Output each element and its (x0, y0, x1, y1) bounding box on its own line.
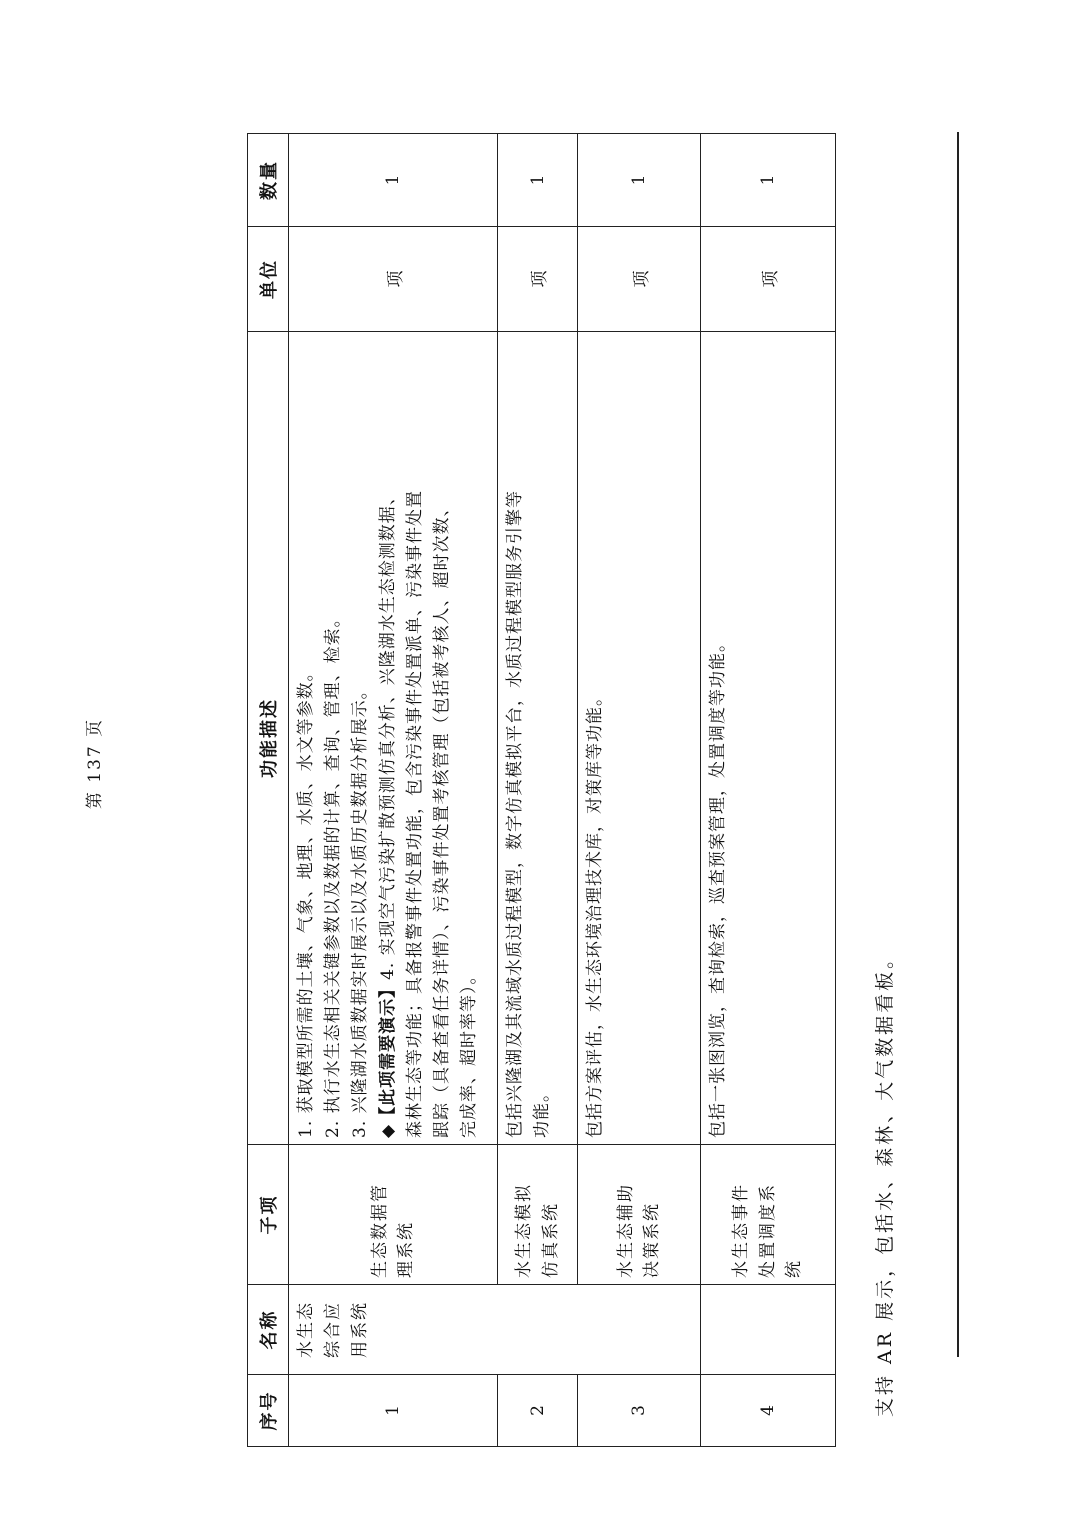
page-number: 第 137 页 (85, 717, 105, 810)
row3-unit: 项 (578, 227, 701, 332)
row2-desc (498, 332, 578, 1145)
desc-line: 功能。 (532, 1084, 553, 1138)
group-name (289, 1285, 701, 1375)
sub-line: 理系统 (396, 1221, 416, 1278)
row4-sub (701, 1145, 836, 1285)
row4-unit: 项 (701, 227, 836, 332)
desc-line: 1. 获取模型所需的土壤、气象、地理、水质、水文等参数。 (296, 663, 316, 1138)
table-row (498, 134, 578, 1447)
group-name-line: 用系统 (350, 1301, 371, 1358)
intro-line: 支持 AR 展示，包括水、森林、大气数据看板。 (874, 946, 896, 1417)
table-row (578, 134, 701, 1447)
desc-line: 森林生态等功能；具备报警事件处置功能，包含污染事件处置派单、污染事件处置 (404, 490, 425, 1138)
desc-line: 完成率、超时率等）。 (459, 966, 480, 1138)
table-header-row (248, 134, 289, 1447)
group-name-line: 综合应 (323, 1301, 344, 1358)
desc-line: 3. 兴隆湖水质数据实时展示以及水质历史数据分析展示。 (350, 681, 371, 1138)
header-func: 功能描述 (248, 332, 289, 1145)
row4-desc (701, 332, 836, 1145)
header-sub: 子项 (248, 1145, 289, 1285)
row1-sub (289, 1145, 498, 1285)
table-row (289, 134, 498, 1447)
row4-qty: 1 (701, 134, 836, 227)
group-name-line: 水生态 (296, 1301, 316, 1358)
row1-desc (289, 332, 498, 1145)
row2-sub (498, 1145, 578, 1285)
sub-line: 生态数据管 (369, 1183, 390, 1278)
desc-line: 2. 执行水生态相关关键参数以及数据的计算、查询、管理、检索。 (323, 609, 344, 1138)
row3-sub (578, 1145, 701, 1285)
sub-line: 水生态模拟 (514, 1183, 535, 1278)
sub-line: 仿真系统 (540, 1202, 561, 1278)
demo-note: ◆【此项需要演示】 (377, 979, 398, 1138)
row3-desc (578, 332, 701, 1145)
row2-qty: 1 (498, 134, 578, 227)
row1-seq: 1 (289, 1375, 498, 1447)
row1-qty: 1 (289, 134, 498, 227)
function-table (247, 133, 836, 1447)
desc-line: 跟踪（具备查看任务详情）、污染事件处置考核管理（包括被考核人、超时次数、 (431, 498, 452, 1138)
row2-unit: 项 (498, 227, 578, 332)
desc-line (375, 338, 402, 1138)
desc-line: 包括兴隆湖及其流域水质过程模型，数字仿真模拟平台，水质过程模型服务引擎等 (505, 490, 525, 1138)
header-unit: 单位 (248, 227, 289, 332)
sub-line: 水生态事件 (731, 1183, 752, 1278)
row1-unit: 项 (289, 227, 498, 332)
desc-line: 包括方案评估，水生态环境治理技术库，对策库等功能。 (585, 688, 605, 1138)
row3-qty: 1 (578, 134, 701, 227)
desc-line: 包括一张图浏览，查询检索，巡查预案管理，处置调度等功能。 (708, 634, 728, 1138)
row2-seq: 2 (498, 1375, 578, 1447)
header-seq: 序号 (248, 1375, 289, 1447)
sub-line: 处置调度系 (757, 1183, 778, 1278)
desc-text: 4. 实现空气污染扩散预测仿真分析、兴隆湖水生态检测数据、 (377, 487, 398, 980)
sub-line: 水生态辅助 (615, 1183, 636, 1278)
sub-line: 决策系统 (642, 1202, 662, 1278)
row4-seq: 4 (701, 1375, 836, 1447)
table-row (701, 134, 836, 1447)
header-name: 名称 (248, 1285, 289, 1375)
header-qty: 数量 (248, 134, 289, 227)
divider-line (957, 132, 959, 1357)
row4-name-empty (701, 1285, 836, 1375)
row3-seq: 3 (578, 1375, 701, 1447)
sub-line: 统 (784, 1259, 805, 1278)
